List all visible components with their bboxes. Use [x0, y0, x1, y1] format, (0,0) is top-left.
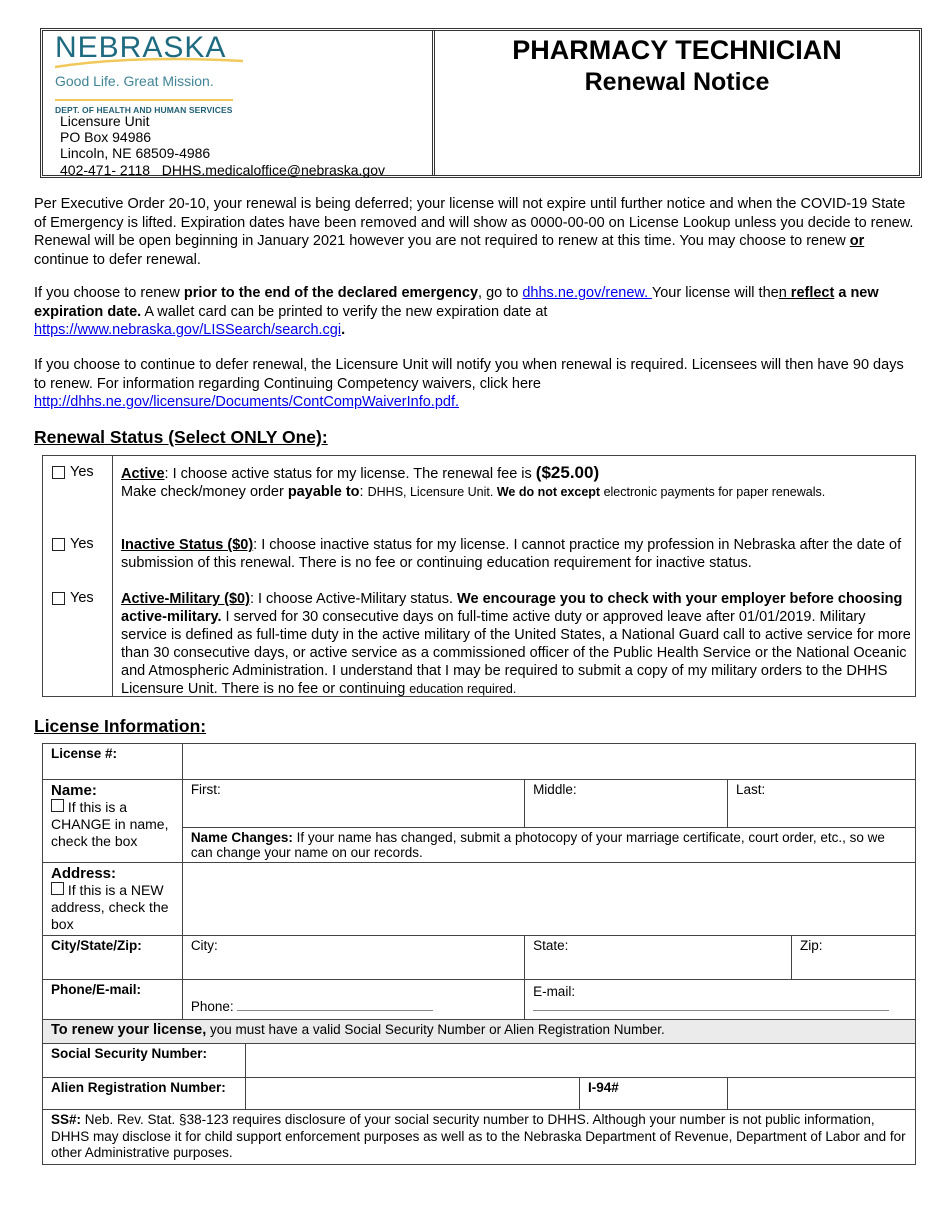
logo-wordmark: NEBRASKA: [55, 31, 227, 64]
middle-name-label: Middle:: [533, 782, 577, 797]
phone-field[interactable]: [182, 980, 524, 1020]
last-name-label: Last:: [735, 782, 766, 797]
ss-disclosure-row: [43, 1110, 916, 1165]
document-subtitle: Renewal Notice: [584, 68, 770, 96]
ssn-row: [43, 1044, 916, 1078]
header-box: [40, 28, 922, 178]
text: , go to: [478, 285, 523, 301]
logo-tagline: Good Life. Great Mission.: [55, 73, 214, 89]
text: If you choose to continue to defer renewal, the Licensure Unit will notify you when renewal is required. Licensees will then have 90 days to renew. For information regarding Continuing Competency waivers, click here: [34, 357, 904, 392]
checkbox-icon[interactable]: [51, 882, 64, 895]
phone-email-row: [43, 980, 916, 1020]
emphasis: To renew your license,: [51, 1022, 207, 1038]
license-number-row: [43, 744, 916, 780]
license-lookup-link[interactable]: https://www.nebraska.gov/LISSearch/search.cgi: [34, 322, 342, 338]
i94-field[interactable]: [727, 1078, 915, 1110]
name-label: Name:: [51, 782, 97, 799]
email-underline[interactable]: [533, 999, 889, 1011]
checkbox-icon[interactable]: [52, 466, 65, 479]
checkbox-icon[interactable]: [52, 538, 65, 551]
city-state-zip-row: [43, 936, 916, 980]
column-divider: [112, 456, 113, 696]
yes-label: Yes: [70, 464, 94, 480]
zip-label: Zip:: [799, 938, 823, 953]
text: education required.: [409, 682, 517, 696]
state-label: State:: [533, 938, 569, 953]
address-field[interactable]: [182, 863, 915, 936]
name-label-cell: [43, 780, 183, 863]
text: A wallet card can be printed to verify the new expiration date at: [141, 303, 548, 320]
last-name-field[interactable]: [727, 780, 915, 828]
text: If your name has changed, submit a photocopy of your marriage certificate, court order, etc., so we can change your name on our records.: [190, 830, 885, 860]
phone-underline[interactable]: [237, 999, 433, 1011]
active-military-checkbox[interactable]: [52, 590, 94, 606]
option-label: Active: [121, 466, 165, 482]
waiver-info-link[interactable]: http://dhhs.ne.gov/licensure/Documents/ContCompWaiverInfo.pdf.: [34, 394, 460, 410]
text: :: [359, 484, 368, 500]
text: .: [341, 322, 346, 338]
renewal-fee: ($25.00): [535, 463, 600, 482]
address-unit: Licensure Unit: [60, 113, 150, 129]
address-label-cell: [43, 863, 183, 936]
ssn-label: Social Security Number:: [43, 1044, 246, 1078]
checkbox-icon[interactable]: [51, 799, 64, 812]
phone-number: 402-471- 2118: [60, 161, 151, 178]
address-row: [43, 863, 916, 936]
text: I served for 30 consecutive days on full-time active duty or approved leave after 01/01/2019. Military service is defined as full-time duty in the active military of the United States, a National Guard call to active service for more than 30 consecutive days, or active service as a commissioned officer of the Public Health Service or the National Oceanic and Atmospheric Administration. I understand that I may be required to submit a copy of my military orders to the DHHS Licensure Unit. There is no fee or continuing: [121, 609, 911, 697]
text: DHHS, Licensure Unit.: [367, 485, 497, 499]
alien-registration-label: Alien Registration Number:: [43, 1078, 246, 1110]
intro-paragraph-defer: [34, 356, 918, 412]
active-checkbox[interactable]: [52, 464, 94, 480]
name-change-label: If this is a CHANGE in name, check the box: [51, 799, 169, 849]
email-field[interactable]: [525, 980, 916, 1020]
emphasis: a new expiration date.: [34, 285, 879, 320]
emphasis: We do not except: [496, 485, 601, 499]
text: continue to defer renewal.: [34, 251, 201, 268]
renew-link[interactable]: dhhs.ne.gov/renew.: [522, 285, 652, 301]
text: Your license will the: [651, 285, 779, 301]
mailing-address: [60, 113, 385, 178]
text: Per Executive Order 20-10, your renewal is being deferred; your license will not expire until further notice and when the COVID-19 State of Emergency is lifted. Expiration dates have been removed and will show as 0000-00-00 on License Lookup unless you decide to renew. Renewal will be open beginning in January 2021 however you are not required to renew at this time. You may choose to renew: [34, 196, 914, 249]
name-change-option[interactable]: [51, 799, 174, 850]
phone-email-label: Phone/E-mail:: [43, 980, 183, 1020]
text: : I choose Active-Military status.: [249, 591, 458, 607]
text: : I choose active status for my license. The renewal fee is: [164, 466, 536, 482]
logo-swoosh-icon: [53, 55, 253, 69]
phone-label: Phone:: [190, 999, 234, 1014]
license-number-label: License #:: [43, 744, 183, 780]
text: you must have a valid Social Security Number or Alien Registration Number.: [206, 1022, 665, 1037]
name-row: [43, 780, 916, 828]
license-number-field[interactable]: [182, 744, 915, 780]
address-city: Lincoln, NE 68509-4986: [60, 145, 211, 162]
inactive-checkbox[interactable]: [52, 536, 94, 552]
new-address-label: If this is a NEW address, check the box: [51, 882, 169, 932]
document-title: PHARMACY TECHNICIAN: [512, 35, 842, 65]
text: electronic payments for paper renewals.: [600, 485, 826, 499]
emphasis: prior to the end of the declared emergency: [183, 285, 479, 301]
address-label: Address:: [51, 865, 117, 882]
license-info-heading: License Information:: [34, 716, 207, 736]
text: Make check/money order: [121, 484, 288, 500]
intro-paragraph-renew: [34, 284, 918, 340]
text: : I choose inactive status for my license. I cannot practice my profession in Nebraska after the date of submission of this renewal. There is no fee or continuing education requirement for inactive status.: [121, 537, 902, 571]
checkbox-icon[interactable]: [52, 592, 65, 605]
or-emphasis: or: [849, 233, 865, 249]
text: Neb. Rev. Stat. §38-123 requires disclosure of your social security number to DHHS. Although your number is not public information, DHHS may disclose it for child support enforcement purposes as well as to the Nebraska Department of Revenue, Department of Labor and for other Administrative purposes.: [51, 1112, 906, 1160]
alien-registration-field[interactable]: [245, 1078, 579, 1110]
ssn-field[interactable]: [245, 1044, 915, 1078]
city-field[interactable]: [182, 936, 524, 980]
ss-disclosure-note: [43, 1110, 916, 1165]
address-contact: [60, 162, 385, 178]
renewal-status-box: [42, 455, 916, 697]
intro-paragraph-deferral: [34, 195, 918, 269]
middle-name-field[interactable]: [525, 780, 728, 828]
emphasis: payable to: [287, 484, 360, 500]
agency-info: [43, 31, 435, 178]
zip-field[interactable]: [791, 936, 915, 980]
yes-label: Yes: [70, 536, 94, 552]
state-field[interactable]: [525, 936, 792, 980]
i94-label: I-94#: [580, 1078, 728, 1110]
option-label: Inactive Status ($0): [121, 537, 254, 553]
first-name-field[interactable]: [182, 780, 524, 828]
document-title-block: [435, 31, 919, 175]
emphasis: We encourage you to check with your employer before choosing active-military.: [121, 591, 903, 625]
address-po-box: PO Box 94986: [60, 129, 152, 146]
contact-email: DHHS.medicaloffice@nebraska.gov: [161, 161, 385, 178]
logo-divider: [55, 99, 233, 101]
license-info-table: [42, 743, 916, 1165]
name-changes-note: [182, 828, 915, 863]
city-label: City:: [190, 938, 218, 953]
nebraska-dhhs-logo: [53, 33, 263, 115]
city-state-zip-label: City/State/Zip:: [43, 936, 183, 980]
active-description: [121, 464, 911, 501]
emphasis: SS#:: [51, 1112, 82, 1127]
renewal-status-heading: Renewal Status (Select ONLY One):: [34, 427, 328, 447]
logo-dept-name: DEPT. OF HEALTH AND HUMAN SERVICES: [55, 105, 233, 115]
inactive-description: [121, 536, 911, 572]
yes-label: Yes: [70, 590, 94, 606]
renew-requirement-row: [43, 1020, 916, 1044]
active-military-description: [121, 590, 911, 698]
text: n: [778, 285, 791, 301]
email-label: E-mail:: [533, 984, 576, 999]
first-name-label: First:: [190, 782, 221, 797]
renew-requirement-note: [43, 1020, 916, 1044]
new-address-option[interactable]: [51, 882, 174, 933]
alien-registration-row: [43, 1078, 916, 1110]
emphasis: Name Changes:: [190, 830, 293, 845]
reflect-emphasis: reflect: [790, 285, 835, 301]
option-label: Active-Military ($0): [121, 591, 250, 607]
text: If you choose to renew: [34, 285, 184, 301]
